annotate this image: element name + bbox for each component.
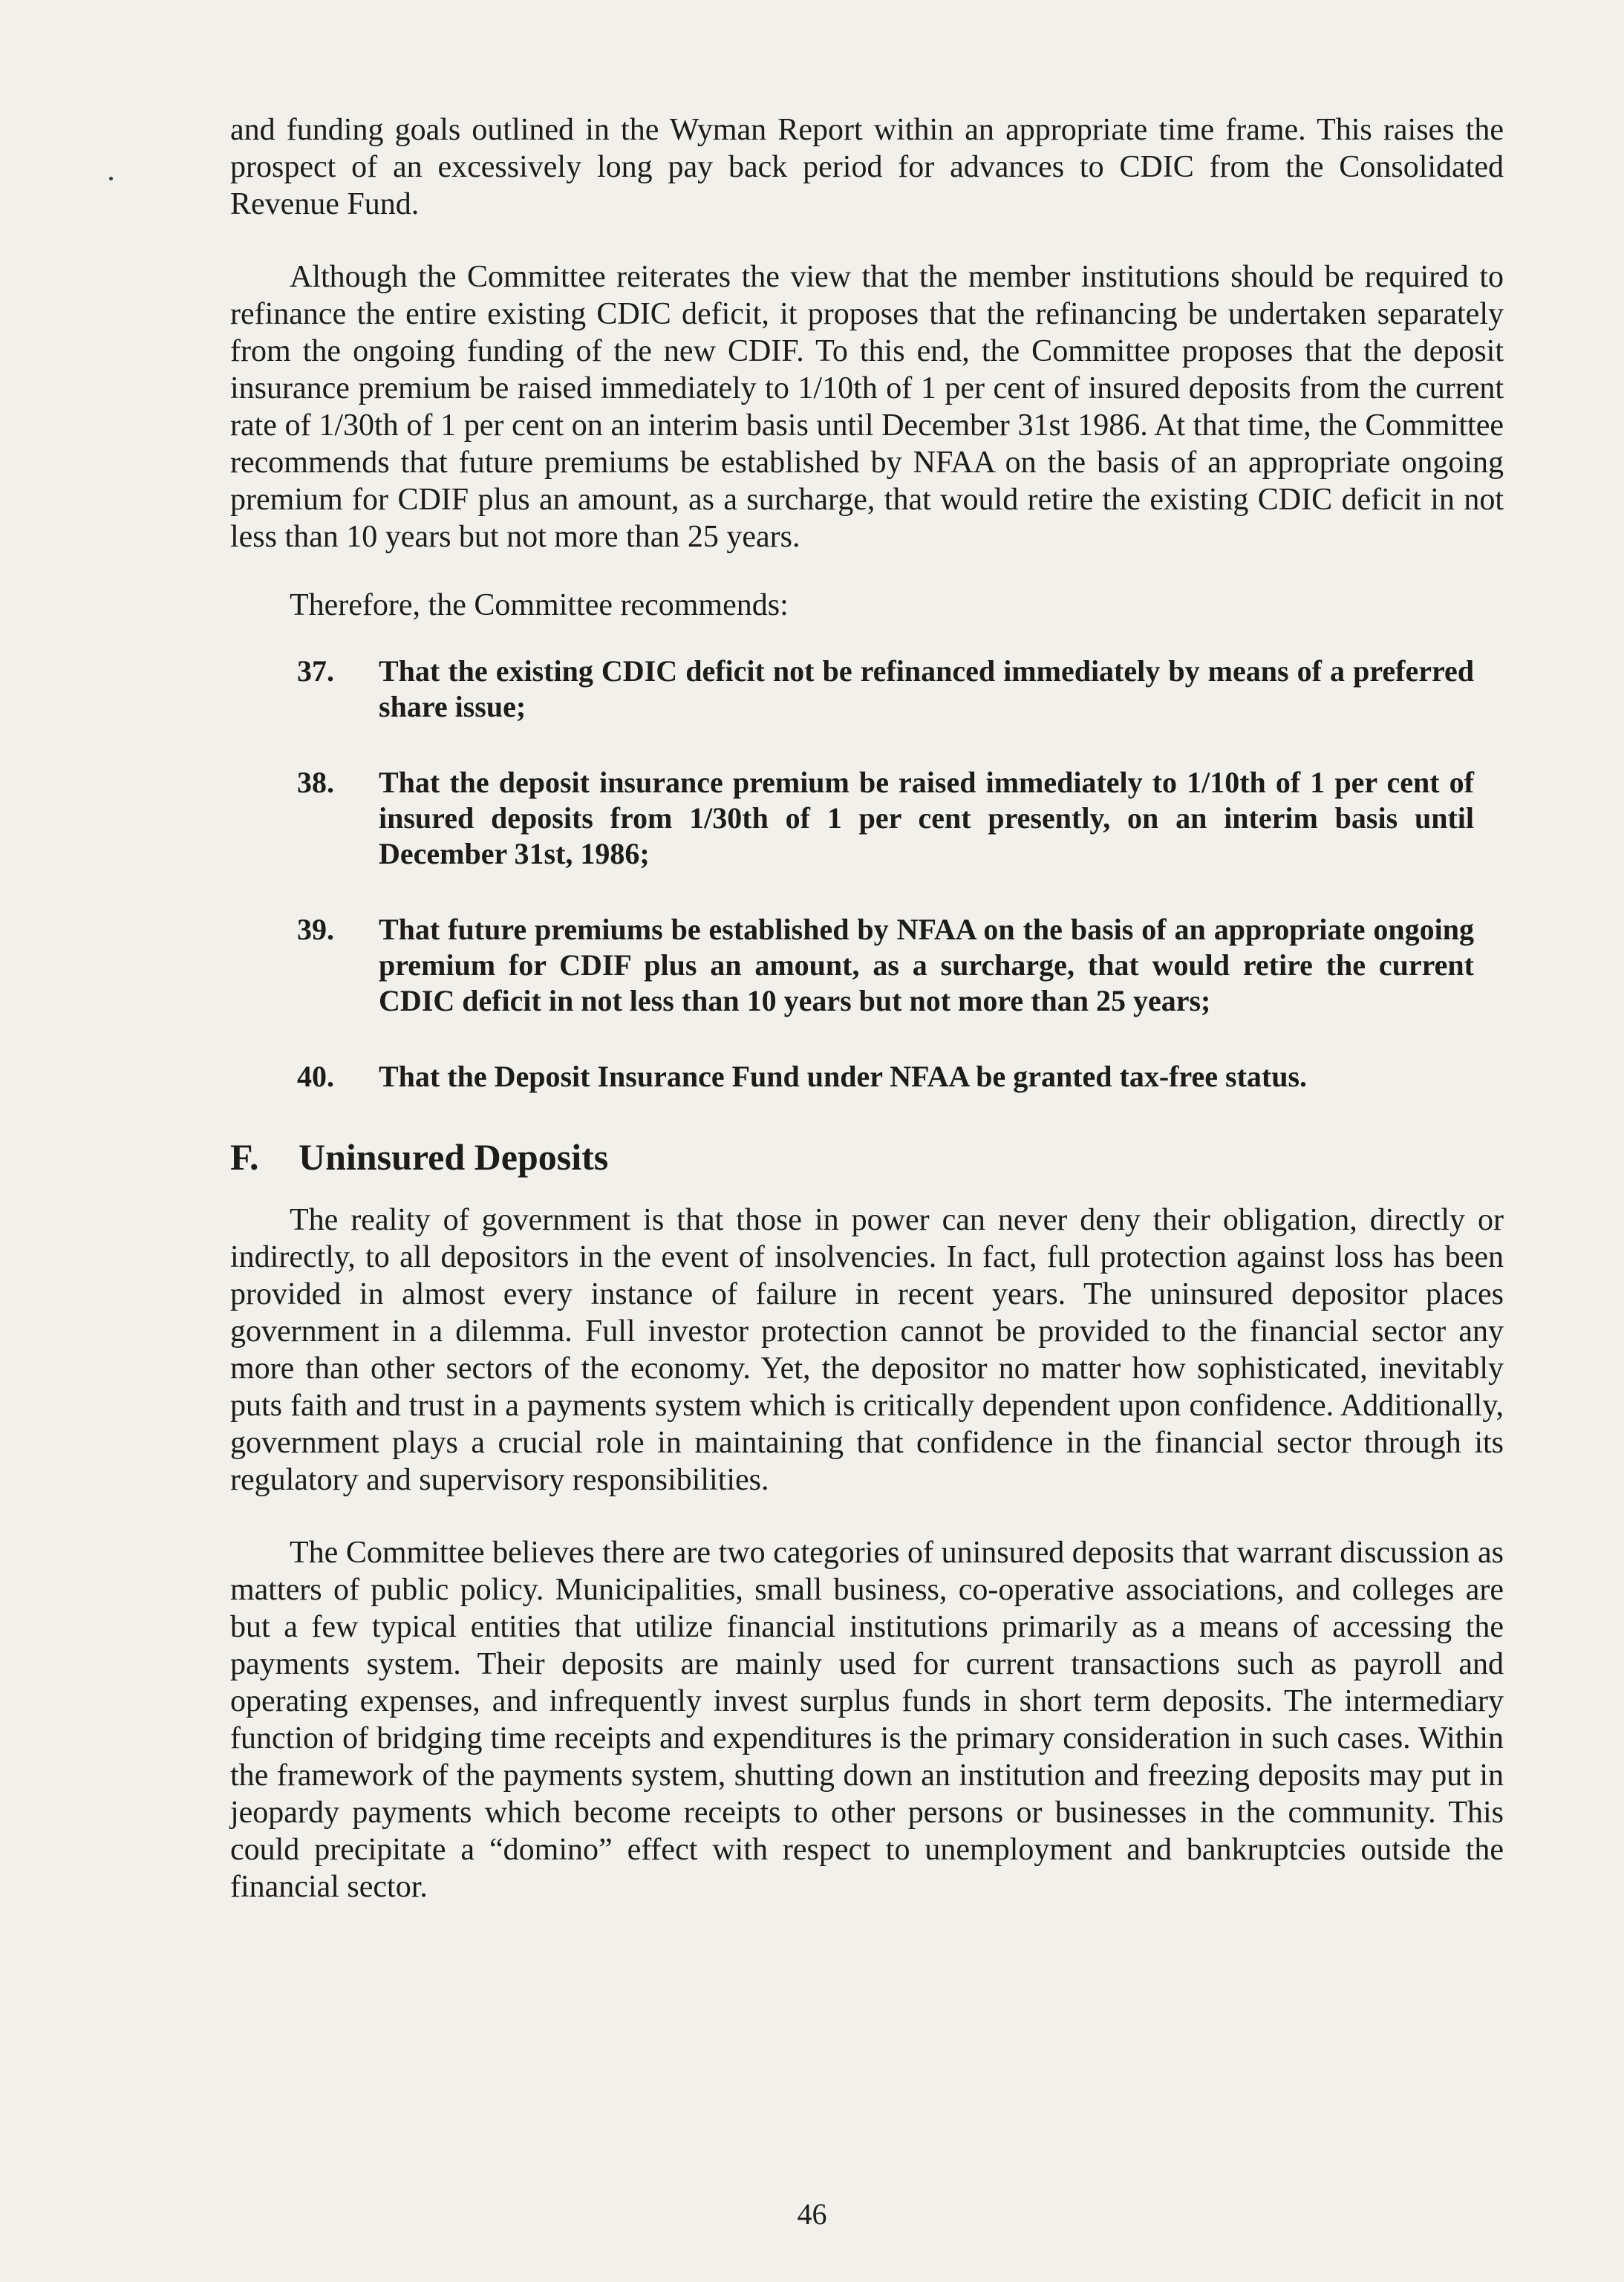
stray-dot-mark — [109, 177, 113, 180]
recommendations-list — [230, 653, 1504, 1095]
recommendation-item — [230, 1059, 1504, 1095]
recommendation-number: 37. — [297, 654, 334, 688]
section-letter: F. — [230, 1136, 259, 1178]
paragraph-uninsured-categories: The Committee believes there are two categories of uninsured deposits that warrant discussion as matters of public policy. Municipalities, small business, co-operative associations, and colleges are but a few typical entities that utilize financial institutions primarily as a means of accessing the payments system. Their deposits are mainly used for current transactions such as payroll and operating expenses, and infrequently invest surplus funds in short term deposits. The intermediary function of bridging time receipts and expenditures is the primary consideration in such cases. Within the framework of the payments system, shutting down an institution and freezing deposits may put in jeopardy payments which become receipts to other persons or businesses in the community. This could precipitate a “domino” effect with respect to unemployment and bankruptcies outside the financial sector. — [230, 1536, 1504, 1904]
recommendation-text: That the Deposit Insurance Fund under NFAA be granted tax-free status. — [379, 1060, 1308, 1093]
page-number: 46 — [797, 2197, 827, 2231]
paragraph-continuation: and funding goals outlined in the Wyman Report within an appropriate time frame. This raises the prospect of an excessively long pay back period for advances to CDIC from the Consolidated Revenue Fund. — [230, 113, 1504, 221]
recommendation-text: That the deposit insurance premium be raised immediately to 1/10th of 1 per cent of insured deposits from 1/30th of 1 per cent presently, on an interim basis until December 31st, 1986; — [379, 766, 1474, 870]
section-title: Uninsured Deposits — [299, 1136, 609, 1178]
recommendation-item — [230, 912, 1504, 1019]
recommendation-number: 39. — [297, 913, 334, 946]
paragraph-refinancing-proposal: Although the Committee reiterates the view that the member institutions should be required to refinance the entire existing CDIC deficit, it proposes that the refinancing be undertaken separately from the ongoing funding of the new CDIF. To this end, the Committee proposes that the deposit insurance premium be raised immediately to 1/10th of 1 per cent of insured deposits from the current rate of 1/30th of 1 per cent on an interim basis until December 31st 1986. At that time, the Committee recommends that future premiums be established by NFAA on the basis of an appropriate ongoing premium for CDIF plus an amount, as a surcharge, that would retire the existing CDIC deficit in not less than 10 years but not more than 25 years. — [230, 260, 1504, 554]
recommendations-intro: Therefore, the Committee recommends: — [290, 588, 789, 622]
paragraph-government-reality: The reality of government is that those in power can never deny their obligation, directly or indirectly, to all depositors in the event of insolvencies. In fact, full protection against loss has been provided in almost every instance of failure in recent years. The uninsured depositor places government in a dilemma. Full investor protection cannot be provided to the financial sector any more than other sectors of the economy. Yet, the depositor no matter how sophisticated, inevitably puts faith and trust in a payments system which is critically dependent upon confidence. Additionally, government plays a crucial role in maintaining that confidence in the financial sector through its regulatory and supervisory responsibilities. — [230, 1203, 1504, 1497]
page-body — [230, 111, 1504, 1906]
recommendation-text: That future premiums be established by NFAA on the basis of an appropriate ongoing premium for CDIF plus an amount, as a surcharge, that would retire the current CDIC deficit in not less than 10 years but not more than 25 years; — [379, 913, 1474, 1017]
recommendation-text: That the existing CDIC deficit not be refinanced immediately by means of a preferred share issue; — [379, 654, 1474, 723]
section-heading — [230, 1135, 1504, 1179]
recommendation-item — [230, 653, 1504, 725]
recommendation-number: 40. — [297, 1060, 334, 1093]
recommendation-item — [230, 765, 1504, 872]
recommendation-number: 38. — [297, 766, 334, 799]
